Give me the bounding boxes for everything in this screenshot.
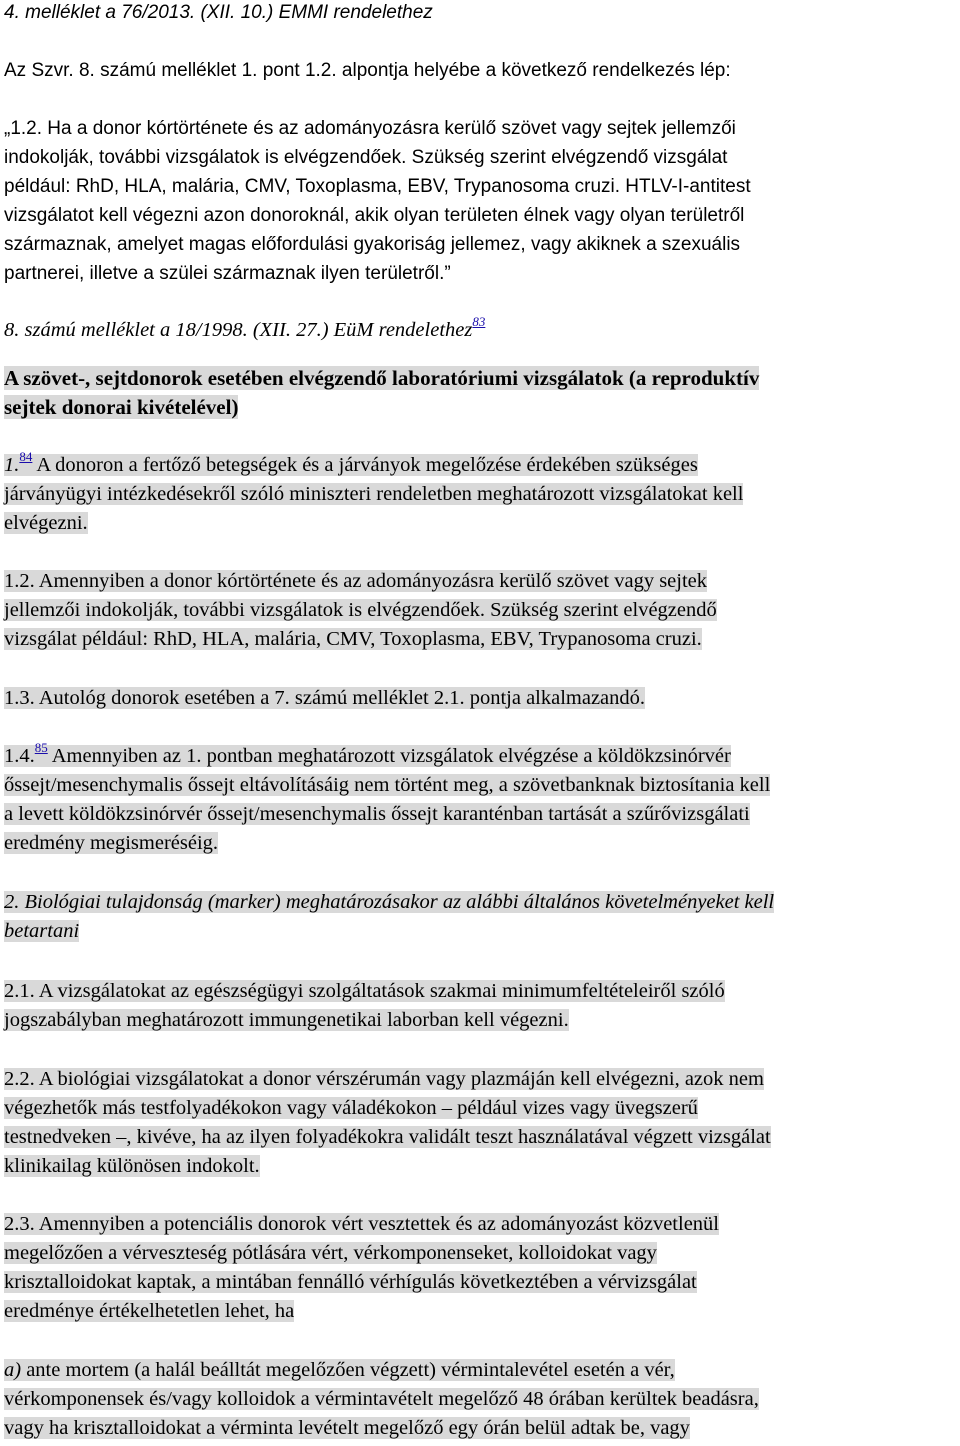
section-text: ante mortem (a halál beálltát megelőzően végzett) vérmintalevétel esetén a vér,	[21, 1359, 675, 1381]
section-text: a levett köldökzsinórvér őssejt/mesenchymalis őssejt karanténban tartását a szűrővizsgálati	[4, 803, 750, 825]
section-text: vagy ha krisztalloidokat a vérminta levételt megelőző egy órán belül adtak be, vagy	[4, 1417, 690, 1439]
annex-heading-line: A szövet-, sejtdonorok esetében elvégzendő laboratóriumi vizsgálatok (a reproduktív	[4, 366, 760, 390]
section-1-4	[4, 742, 956, 858]
amendment-intro: Az Szvr. 8. számú melléklet 1. pont 1.2. alpontja helyébe a következő rendelkezés lép:	[4, 60, 731, 81]
section-text: vizsgálat például: RhD, HLA, malária, CMV, Toxoplasma, EBV, Trypanosoma cruzi.	[4, 628, 702, 650]
amendment-line: partnerei, illetve a szülei származnak ilyen területről.”	[4, 263, 451, 284]
section-text: 2.2. A biológiai vizsgálatokat a donor vérszérumán vagy plazmáján kell elvégezni, azok nem	[4, 1068, 764, 1090]
section-1-3	[4, 684, 956, 713]
section-text: megelőzően a vérveszteség pótlására vért, vérkomponenseket, kolloidokat vagy	[4, 1242, 657, 1264]
section-text: jogszabályban meghatározott immungenetikai laborban kell végezni.	[4, 1009, 569, 1031]
section-text: 1.3. Autológ donorok esetében a 7. számú melléklet 2.1. pontja alkalmazandó.	[4, 687, 646, 709]
annex-title-block	[4, 316, 956, 345]
amendment-intro-block	[4, 56, 956, 85]
section-text: elvégezni.	[4, 512, 88, 534]
section-2-1	[4, 977, 956, 1035]
amendment-line: vizsgálatot kell végezni azon donoroknál, akik olyan területen élnek vagy olyan területről	[4, 205, 745, 226]
section-1-2	[4, 567, 956, 654]
annex-heading	[4, 364, 956, 422]
amendment-line: indokolják, további vizsgálatok is elvégzendőek. Szükség szerint elvégzendő vizsgálat	[4, 147, 728, 168]
section-text: őssejt/mesenchymalis őssejt eltávolításáig nem történt meg, a szövetbanknak biztosítania kell	[4, 774, 771, 796]
section-text: betartani	[4, 920, 80, 942]
section-2-3	[4, 1210, 956, 1326]
amendment-line: származnak, amelyet magas előfordulási gyakoriság jellemez, vagy akiknek a szexuális	[4, 234, 741, 255]
amendment-line: „1.2. Ha a donor kórtörténete és az adományozásra kerülő szövet vagy sejtek jellemzői	[4, 118, 736, 139]
section-text: 2.1. A vizsgálatokat az egészségügyi szolgáltatások szakmai minimumfeltételeiről szóló	[4, 980, 725, 1002]
section-text: járványügyi intézkedésekről szóló miniszteri rendeletben meghatározott vizsgálatokat kell	[4, 483, 744, 505]
amendment-title: 4. melléklet a 76/2013. (XII. 10.) EMMI rendelethez	[4, 2, 433, 23]
section-text: vérkomponensek és/vagy kolloidok a vérmintavételt megelőző 48 órában kerültek beadásra,	[4, 1388, 759, 1410]
section-text: végezhetők más testfolyadékokon vagy váladékokon – például vizes vagy üvegszerű	[4, 1097, 698, 1119]
amendment-block	[4, 0, 956, 27]
section-2	[4, 888, 956, 946]
amendment-paragraph	[4, 114, 956, 288]
footnote-link-83[interactable]: 83	[472, 314, 486, 329]
section-a	[4, 1356, 956, 1443]
section-number: 1.	[4, 454, 20, 476]
section-text: 1.2. Amennyiben a donor kórtörténete és az adományozásra kerülő szövet vagy sejtek	[4, 570, 708, 592]
section-text: Amennyiben az 1. pontban meghatározott vizsgálatok elvégzése a köldökzsinórvér	[47, 745, 731, 767]
section-text: A donoron a fertőző betegségek és a járványok megelőzése érdekében szükséges	[32, 454, 698, 476]
section-label: a)	[4, 1359, 22, 1381]
annex-heading-line: sejtek donorai kivételével)	[4, 395, 239, 419]
section-text: krisztalloidokat kaptak, a mintában fennálló vérhígulás következtében a vérvizsgálat	[4, 1271, 697, 1293]
section-text: klinikailag különösen indokolt.	[4, 1155, 260, 1177]
section-text: jellemzői indokolják, további vizsgálatok is elvégzendőek. Szükség szerint elvégzendő	[4, 599, 717, 621]
section-text: 2. Biológiai tulajdonság (marker) meghatározásakor az alábbi általános követelményeket kell	[4, 891, 775, 913]
section-text: eredménye értékelhetetlen lehet, ha	[4, 1300, 295, 1322]
annex-title: 8. számú melléklet a 18/1998. (XII. 27.) EüM rendelethez$^{83}$	[4, 314, 486, 341]
section-text: testnedveken –, kivéve, ha az ilyen folyadékokra validált teszt használatával végzett vizsgálat	[4, 1126, 771, 1148]
section-text: eredmény megismeréséig.	[4, 832, 219, 854]
footnote-link-84[interactable]: 84	[19, 449, 33, 464]
footnote-link-85[interactable]: 85	[34, 740, 48, 755]
section-1	[4, 451, 956, 538]
section-2-2	[4, 1065, 956, 1181]
amendment-line: például: RhD, HLA, malária, CMV, Toxoplasma, EBV, Trypanosoma cruzi. HTLV-I-antitest	[4, 176, 751, 197]
section-number: 1.4.	[4, 745, 35, 767]
section-text: 2.3. Amennyiben a potenciális donorok vért vesztettek és az adományozást közvetlenül	[4, 1213, 719, 1235]
